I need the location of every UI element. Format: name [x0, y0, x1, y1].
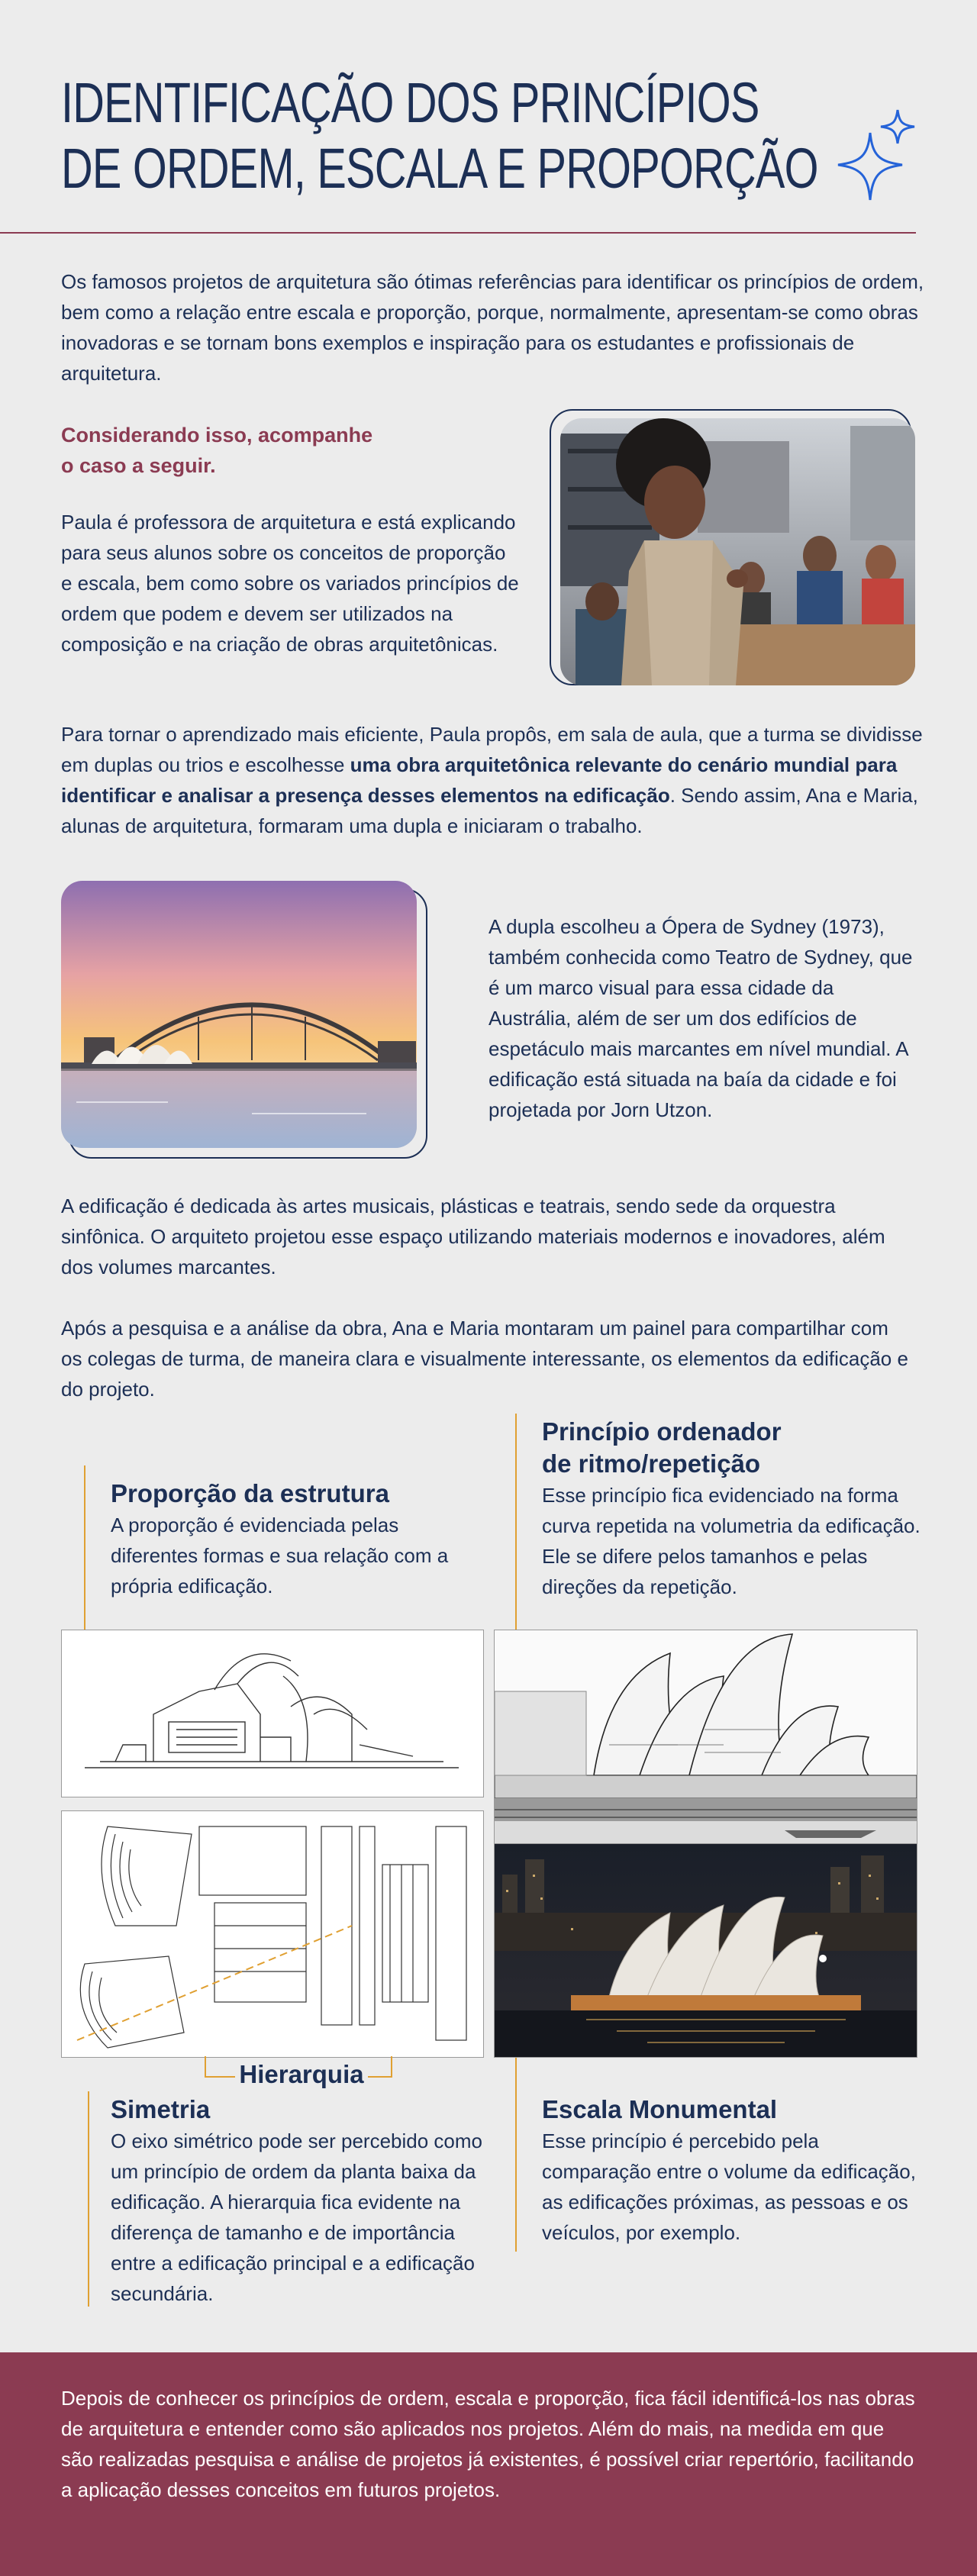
- caption-hierarquia-title: Hierarquia: [239, 2060, 364, 2088]
- caption-escala-title: Escala Monumental: [542, 2095, 778, 2123]
- sydney-photo: [61, 881, 417, 1148]
- caption-escala: [542, 2094, 924, 2248]
- caption-ritmo-title-line2: de ritmo/repetição: [542, 1449, 761, 1478]
- opera-sketch: [494, 1630, 917, 1845]
- sparkle-icon: [832, 107, 924, 206]
- highlight-line2: o caso a seguir.: [61, 454, 216, 477]
- floor-plan-drawing: [61, 1810, 484, 2058]
- activity-text-end: . Sendo assim, Ana e Maria, alunas de arquitetura, formaram uma dupla e iniciaram o trabalho.: [61, 784, 918, 837]
- caption-simetria: [111, 2094, 492, 2309]
- intro-paragraph: Os famosos projetos de arquitetura são ótimas referências para identificar os princípios de ordem, bem como a relação entre escala e proporção, porque, normalmente, apresentam-se como obras inovadoras e se tornam bons exemplos e inspiração para os estudantes e profissionais de arquitetura.: [61, 270, 924, 385]
- section-drawing: [61, 1630, 484, 1797]
- title-divider: [0, 232, 916, 234]
- caption-escala-text: Esse princípio é percebido pela comparação entre o volume da edificação, as edificações próximas, as pessoas e os veículos, por exemplo.: [542, 2129, 916, 2244]
- dedicated-paragraph: A edificação é dedicada às artes musicais, plásticas e teatrais, sendo sede da orquestra sinfônica. O arquiteto projetou esse espaço utilizando materiais modernos e inovadores, além dos volumes marcantes.: [61, 1195, 885, 1278]
- caption-proporcao: [111, 1478, 469, 1601]
- highlight-text: [61, 420, 458, 481]
- panel-intro-paragraph: Após a pesquisa e a análise da obra, Ana e Maria montaram um painel para compartilhar com os colegas de turma, de maneira clara e visualmente interessante, os elementos da edificação e do projeto.: [61, 1317, 908, 1401]
- caption-ritmo-text: Esse princípio fica evidenciado na forma curva repetida na volumetria da edificação. Ele se difere pelos tamanhos e pelas direções da repetição.: [542, 1484, 921, 1598]
- hierarquia-bracket-left: [205, 2056, 206, 2078]
- connector-simetria: [88, 2091, 89, 2307]
- activity-text-bold: uma obra arquitetônica relevante do cenário mundial para identificar e analisar a presença desses elementos na edificação: [61, 753, 898, 807]
- caption-simetria-title: Simetria: [111, 2095, 211, 2123]
- hierarquia-bracket-right-h: [368, 2076, 392, 2078]
- caption-proporcao-text: A proporção é evidenciada pelas diferentes formas e sua relação com a própria edificação.: [111, 1514, 449, 1598]
- page-title-line1: IDENTIFICAÇÃO DOS PRINCÍPIOS: [61, 71, 759, 134]
- hierarquia-bracket-right: [391, 2056, 392, 2078]
- page-title: [61, 70, 818, 202]
- caption-proporcao-title: Proporção da estrutura: [111, 1479, 389, 1507]
- footer-text: Depois de conhecer os princípios de ordem, escala e proporção, fica fácil identificá-los nas obras de arquitetura e entender como são aplicados nos projetos. Além do mais, na medida em que são realizadas pesquisa e análise de projetos já existentes, é possível criar repertório, facilitando a aplicação desses conceitos em futuros projetos.: [61, 2387, 915, 2501]
- caption-simetria-text: O eixo simétrico pode ser percebido como um princípio de ordem da planta baixa da edificação. A hierarquia fica evidente na diferença de tamanho e de importância entre a edificação principal e a edificação secundária.: [111, 2129, 483, 2305]
- connector-proporcao: [84, 1465, 85, 1656]
- activity-paragraph: [61, 719, 946, 841]
- caption-ritmo-title-line1: Princípio ordenador: [542, 1417, 782, 1446]
- opera-paragraph: A dupla escolheu a Ópera de Sydney (1973), também conhecida como Teatro de Sydney, que é um marco visual para essa cidade da Austrália, além de ser um dos edifícios de espetáculo mais marcantes em nível mundial. A edificação está situada na baía da cidade e foi projetada por Jorn Utzon.: [488, 915, 913, 1121]
- opera-night-photo: [494, 1843, 917, 2058]
- paula-paragraph: Paula é professora de arquitetura e está explicando para seus alunos sobre os conceitos de proporção e escala, bem como sobre os variados princípios de ordem que podem e devem ser utilizados na composição e na criação de obras arquitetônicas.: [61, 511, 519, 656]
- hierarquia-bracket-left-h: [205, 2076, 235, 2078]
- teacher-photo: [560, 418, 915, 685]
- activity-text-start: Para tornar o aprendizado mais eficiente, Paula propôs, em sala de aula, que a turma se dividisse em duplas ou trios e escolhesse: [61, 723, 923, 776]
- footer-band: [0, 2352, 977, 2576]
- page-title-line2: DE ORDEM, ESCALA E PROPORÇÃO: [61, 137, 818, 200]
- caption-ritmo: [542, 1416, 939, 1602]
- highlight-line1: Considerando isso, acompanhe: [61, 424, 373, 447]
